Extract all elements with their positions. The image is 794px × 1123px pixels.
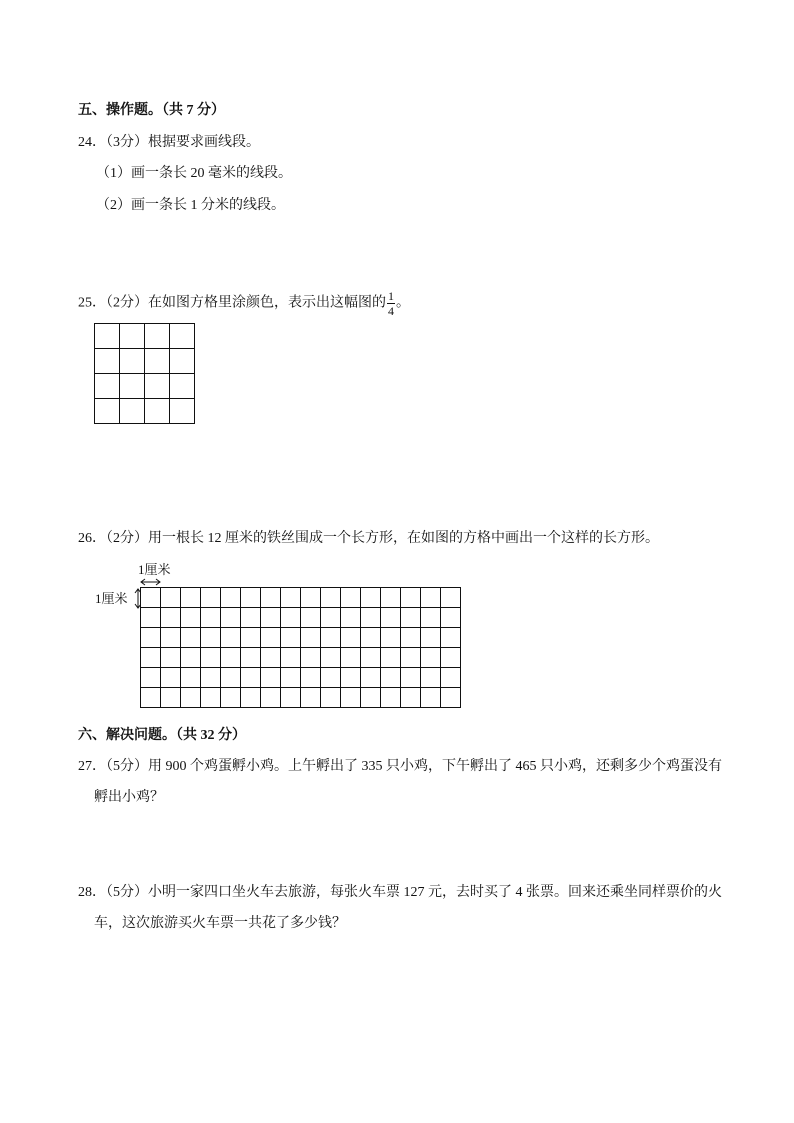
q26-grid-cell[interactable] — [421, 608, 441, 628]
q26-grid-cell[interactable] — [161, 668, 181, 688]
q25-grid-cell[interactable] — [95, 374, 120, 399]
fraction-denominator: 4 — [388, 304, 394, 318]
q26-grid-cell[interactable] — [201, 608, 221, 628]
q26-grid-cell[interactable] — [141, 648, 161, 668]
q25-grid-cell[interactable] — [145, 349, 170, 374]
q26-grid-cell[interactable] — [221, 608, 241, 628]
q26-grid-cell[interactable] — [181, 668, 201, 688]
q26-grid-cell[interactable] — [441, 588, 461, 608]
question-26-grid[interactable] — [140, 587, 462, 709]
question-26-stem: （2分）用一根长 12 厘米的铁丝围成一个长方形，在如图的方格中画出一个这样的长方形。 — [106, 531, 659, 546]
q26-grid-cell[interactable] — [141, 588, 161, 608]
q26-grid-cell[interactable] — [241, 608, 261, 628]
q26-grid-cell[interactable] — [421, 648, 441, 668]
q26-grid-cell[interactable] — [201, 588, 221, 608]
q26-grid-cell[interactable] — [281, 608, 301, 628]
q26-grid-cell[interactable] — [161, 588, 181, 608]
q26-grid-cell[interactable] — [301, 588, 321, 608]
q26-grid-cell[interactable] — [161, 688, 181, 708]
q26-grid-cell[interactable] — [141, 628, 161, 648]
question-27-text: （5分）用 900 个鸡蛋孵小鸡。上午孵出了 335 只小鸡，下午孵出了 465 只小鸡，还剩多少个鸡蛋没有 — [106, 759, 722, 774]
q26-grid-cell[interactable] — [421, 588, 441, 608]
q26-grid-cell[interactable] — [401, 628, 421, 648]
q26-grid-cell[interactable] — [141, 668, 161, 688]
q26-grid-cell[interactable] — [261, 668, 281, 688]
q25-grid-cell[interactable] — [120, 349, 145, 374]
q26-grid-cell[interactable] — [301, 628, 321, 648]
section-6-heading: 六、解决问题。（共 32 分） — [78, 728, 246, 743]
fraction-one-quarter — [387, 290, 395, 317]
question-28-line-1 — [78, 886, 722, 900]
q26-grid-cell[interactable] — [221, 668, 241, 688]
q26-grid-cell[interactable] — [341, 608, 361, 628]
q26-grid-cell[interactable] — [221, 588, 241, 608]
question-24-item-2: （2）画一条长 1 分米的线段。 — [96, 198, 285, 213]
q26-grid-cell[interactable] — [181, 608, 201, 628]
q26-grid-cell[interactable] — [281, 588, 301, 608]
q25-grid-cell[interactable] — [170, 374, 195, 399]
q26-grid-cell[interactable] — [161, 648, 181, 668]
q26-grid-cell[interactable] — [221, 628, 241, 648]
q26-grid-cell[interactable] — [281, 628, 301, 648]
question-26 — [78, 532, 659, 546]
q26-grid-cell[interactable] — [261, 628, 281, 648]
q26-grid-cell[interactable] — [361, 648, 381, 668]
question-27-number: 27． — [78, 759, 106, 774]
q26-grid-cell[interactable] — [201, 688, 221, 708]
q26-grid-cell[interactable] — [341, 628, 361, 648]
q26-grid-cell[interactable] — [141, 688, 161, 708]
unit-label-top: 1厘米 — [138, 562, 171, 577]
question-28-line-2: 车，这次旅游买火车票一共花了多少钱？ — [94, 916, 346, 931]
q26-grid-cell[interactable] — [381, 648, 401, 668]
q26-grid-cell[interactable] — [321, 688, 341, 708]
q26-grid-cell[interactable] — [261, 608, 281, 628]
q26-grid-cell[interactable] — [321, 648, 341, 668]
q25-grid-cell[interactable] — [145, 374, 170, 399]
q26-grid-cell[interactable] — [161, 608, 181, 628]
q26-grid-cell[interactable] — [401, 588, 421, 608]
question-25-end: 。 — [396, 295, 410, 311]
question-24-stem: （3分）根据要求画线段。 — [106, 135, 260, 150]
section-5-heading: 五、操作题。（共 7 分） — [78, 103, 225, 118]
q26-grid-cell[interactable] — [421, 668, 441, 688]
question-28-number: 28． — [78, 885, 106, 900]
q26-grid-cell[interactable] — [221, 648, 241, 668]
q25-grid-cell[interactable] — [145, 324, 170, 349]
q26-grid-cell[interactable] — [281, 688, 301, 708]
q26-grid-cell[interactable] — [361, 588, 381, 608]
q26-grid-cell[interactable] — [161, 628, 181, 648]
q26-grid-cell[interactable] — [181, 648, 201, 668]
question-26-number: 26． — [78, 531, 106, 546]
question-24-item-1: （1）画一条长 20 毫米的线段。 — [96, 166, 292, 181]
q26-grid-cell[interactable] — [341, 648, 361, 668]
q26-grid-cell[interactable] — [361, 668, 381, 688]
q26-grid-cell[interactable] — [281, 668, 301, 688]
question-27-line-2: 孵出小鸡？ — [94, 790, 164, 805]
q26-grid-cell[interactable] — [381, 628, 401, 648]
question-28-text: （5分）小明一家四口坐火车去旅游，每张火车票 127 元，去时买了 4 张票。回来还乘坐同样票价的火 — [106, 885, 722, 900]
q26-grid-cell[interactable] — [381, 588, 401, 608]
q26-grid-cell[interactable] — [141, 608, 161, 628]
q25-grid-cell[interactable] — [170, 324, 195, 349]
q26-grid-cell[interactable] — [361, 608, 381, 628]
q25-grid-cell[interactable] — [95, 399, 120, 424]
q26-grid-cell[interactable] — [441, 648, 461, 668]
q26-grid-cell[interactable] — [421, 628, 441, 648]
q26-grid-cell[interactable] — [241, 588, 261, 608]
q26-grid-cell[interactable] — [361, 628, 381, 648]
q25-grid-cell[interactable] — [95, 324, 120, 349]
q26-grid-cell[interactable] — [301, 668, 321, 688]
q26-grid-cell[interactable] — [261, 648, 281, 668]
q26-grid-cell[interactable] — [341, 668, 361, 688]
q26-grid-cell[interactable] — [281, 648, 301, 668]
q26-grid-cell[interactable] — [321, 668, 341, 688]
q26-grid-cell[interactable] — [301, 608, 321, 628]
q26-grid-cell[interactable] — [201, 628, 221, 648]
q25-grid-cell[interactable] — [120, 324, 145, 349]
horizontal-unit-arrow — [140, 578, 162, 586]
q26-grid-cell[interactable] — [201, 648, 221, 668]
q25-grid-cell[interactable] — [95, 349, 120, 374]
q26-grid-cell[interactable] — [421, 688, 441, 708]
q26-grid-cell[interactable] — [181, 588, 201, 608]
q26-grid-cell[interactable] — [181, 688, 201, 708]
q26-grid-cell[interactable] — [321, 628, 341, 648]
q26-grid-cell[interactable] — [321, 608, 341, 628]
question-27-line-1 — [78, 760, 722, 774]
unit-label-left: 1厘米 — [95, 591, 128, 606]
question-24 — [78, 136, 260, 150]
q26-grid-cell[interactable] — [341, 688, 361, 708]
q26-grid-cell[interactable] — [401, 688, 421, 708]
fraction-numerator: 1 — [388, 289, 394, 303]
q26-grid-cell[interactable] — [401, 648, 421, 668]
q26-grid-cell[interactable] — [241, 688, 261, 708]
q26-grid-cell[interactable] — [401, 668, 421, 688]
q25-grid-cell[interactable] — [145, 399, 170, 424]
q26-grid-cell[interactable] — [201, 668, 221, 688]
q26-grid-cell[interactable] — [361, 688, 381, 708]
q25-grid-cell[interactable] — [170, 399, 195, 424]
q26-grid-cell[interactable] — [241, 628, 261, 648]
q26-grid-cell[interactable] — [221, 688, 241, 708]
q26-grid-cell[interactable] — [321, 588, 341, 608]
q26-grid-cell[interactable] — [261, 588, 281, 608]
q26-grid-cell[interactable] — [381, 668, 401, 688]
q26-grid-cell[interactable] — [341, 588, 361, 608]
q26-grid-cell[interactable] — [441, 668, 461, 688]
q26-grid-cell[interactable] — [301, 688, 321, 708]
question-25-number: 25． — [78, 295, 106, 311]
q26-grid-cell[interactable] — [181, 628, 201, 648]
q26-grid-cell[interactable] — [241, 648, 261, 668]
question-25-stem: （2分）在如图方格里涂颜色，表示出这幅图的 — [106, 295, 386, 311]
q26-grid-cell[interactable] — [381, 688, 401, 708]
question-25-grid[interactable] — [94, 323, 196, 425]
q26-grid-cell[interactable] — [441, 608, 461, 628]
q25-grid-cell[interactable] — [120, 374, 145, 399]
q26-grid-cell[interactable] — [381, 608, 401, 628]
q26-grid-cell[interactable] — [401, 608, 421, 628]
q26-grid-cell[interactable] — [441, 688, 461, 708]
q25-grid-cell[interactable] — [170, 349, 195, 374]
q26-grid-cell[interactable] — [441, 628, 461, 648]
question-24-number: 24． — [78, 135, 106, 150]
q26-grid-cell[interactable] — [241, 668, 261, 688]
q26-grid-cell[interactable] — [261, 688, 281, 708]
question-25 — [78, 290, 410, 317]
q26-grid-cell[interactable] — [301, 648, 321, 668]
q25-grid-cell[interactable] — [120, 399, 145, 424]
